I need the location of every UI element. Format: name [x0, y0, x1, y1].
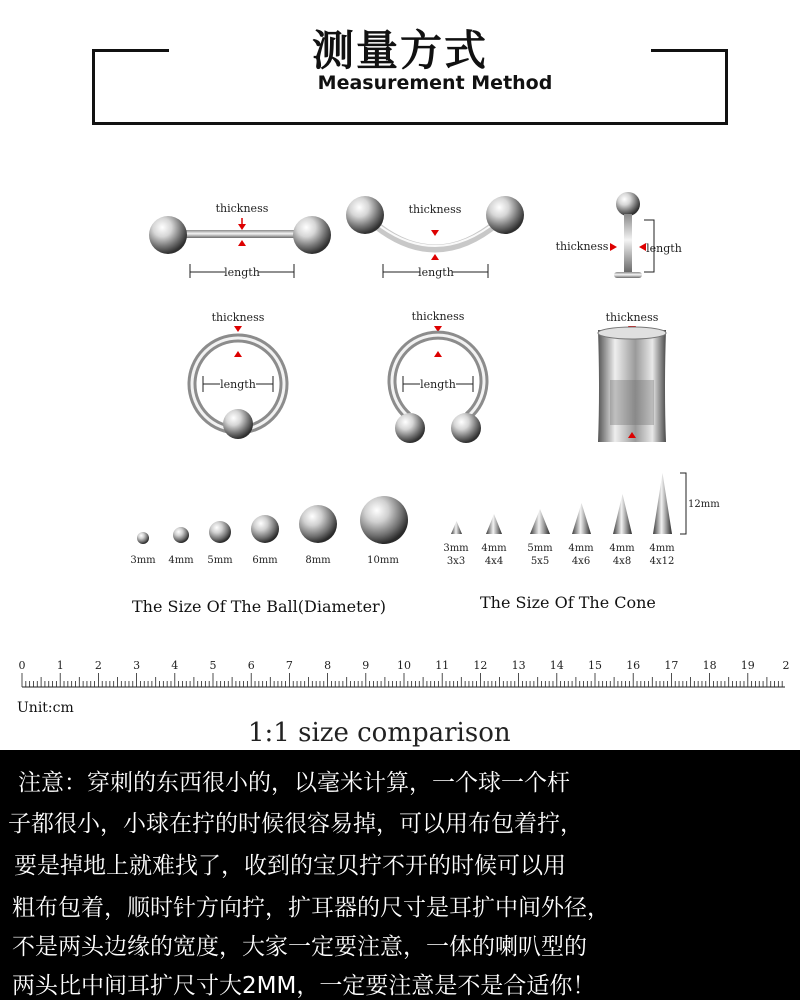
thickness-label: thickness — [215, 202, 269, 215]
ruler-number: 16 — [626, 659, 641, 672]
ruler-number: 11 — [435, 659, 450, 672]
ruler-number: 8 — [324, 659, 332, 672]
cone-height-label: 12mm — [688, 499, 720, 510]
ruler-number: 4 — [171, 659, 179, 672]
barbell-diagram — [149, 202, 331, 279]
notice-line: 注意：穿刺的东西很小的，以毫米计算，一个球一个杆 — [18, 770, 570, 796]
captive-ring-diagram — [192, 311, 284, 439]
cone-3x3 — [451, 521, 462, 534]
ball-5mm — [209, 521, 231, 543]
ruler-number: 12 — [473, 659, 488, 672]
ruler-number: 18 — [702, 659, 717, 672]
cone-size-label: 3mm — [443, 543, 469, 554]
tunnel-diagram — [598, 311, 666, 442]
ball-10mm — [360, 496, 408, 544]
cone-dim-label: 5x5 — [530, 556, 550, 567]
notice-line: 不是两头边缘的宽度，大家一定要注意，一体的喇叭型的 — [12, 934, 587, 960]
ruler-number: 0 — [18, 659, 26, 672]
ball-6mm — [251, 515, 279, 543]
ruler — [0, 655, 800, 695]
cone-size-label: 4mm — [609, 543, 635, 554]
ball-size-label: 6mm — [252, 555, 278, 566]
length-label: length — [420, 378, 456, 391]
cone-size-label: 4mm — [568, 543, 594, 554]
notice-line: 两头比中间耳扩尺寸大2MM，一定要注意是不是合适你！ — [12, 973, 596, 999]
page-title: 测量方式 — [311, 26, 488, 75]
cone-dim-label: 4x8 — [612, 556, 632, 567]
size-comparison-label: 1:1 size comparison — [248, 718, 511, 748]
length-label: length — [646, 242, 682, 255]
ball-size-label: 3mm — [130, 555, 156, 566]
cone-dim-label: 4x6 — [571, 556, 591, 567]
ruler-number: 7 — [285, 659, 293, 672]
ruler-number: 19 — [740, 659, 755, 672]
size-chart — [0, 465, 800, 625]
ruler-number: 6 — [247, 659, 255, 672]
ball-4mm — [173, 527, 189, 543]
notice-panel — [0, 750, 800, 1000]
ball-size-caption: The Size Of The Ball(Diameter) — [132, 597, 386, 616]
cone-dim-label: 4x4 — [484, 556, 504, 567]
ruler-number: 17 — [664, 659, 679, 672]
cone-5x5 — [530, 509, 550, 534]
measurement-diagram — [0, 180, 800, 480]
ball-size-label: 5mm — [207, 555, 233, 566]
horseshoe-diagram — [392, 310, 484, 443]
ruler-number: 5 — [209, 659, 217, 672]
ball-sizes — [130, 496, 408, 566]
ball-size-label: 8mm — [305, 555, 331, 566]
ball-size-label: 4mm — [168, 555, 194, 566]
thickness-label: thickness — [555, 240, 609, 253]
labret-diagram — [556, 192, 682, 278]
ruler-number: 2 — [782, 659, 790, 672]
cone-size-caption: The Size Of The Cone — [480, 593, 656, 612]
notice-line: 粗布包着，顺时针方向拧，扩耳器的尺寸是耳扩中间外径， — [12, 895, 610, 921]
ruler-number: 3 — [133, 659, 141, 672]
cone-dim-label: 3x3 — [446, 556, 466, 567]
ruler-number: 10 — [397, 659, 411, 672]
ruler-number: 9 — [362, 659, 370, 672]
thickness-label: thickness — [411, 310, 465, 323]
thickness-label: thickness — [211, 311, 265, 324]
page-subtitle: Measurement Method — [317, 72, 553, 94]
ruler-number: 2 — [94, 659, 102, 672]
unit-label: Unit:cm — [17, 700, 74, 716]
ball-size-label: 10mm — [367, 555, 399, 566]
notice-line: 要是掉地上就难找了，收到的宝贝拧不开的时候可以用 — [14, 853, 566, 879]
length-label: length — [418, 266, 454, 279]
thickness-label: thickness — [605, 311, 659, 324]
cone-dim-label: 4x12 — [649, 556, 675, 567]
cone-sizes — [443, 473, 720, 567]
thickness-label: thickness — [408, 203, 462, 216]
ruler-number: 14 — [549, 659, 564, 672]
ruler-number: 1 — [56, 659, 64, 672]
ball-8mm — [299, 505, 337, 543]
cone-4x12 — [653, 473, 672, 534]
cone-4x6 — [572, 503, 591, 534]
cone-4x8 — [613, 494, 632, 534]
cone-size-label: 4mm — [649, 543, 675, 554]
cone-size-label: 4mm — [481, 543, 507, 554]
notice-line: 子都很小，小球在拧的时候很容易掉，可以用布包着拧， — [8, 811, 583, 837]
length-label: length — [220, 378, 256, 391]
ruler-number: 13 — [511, 659, 526, 672]
ruler-number: 15 — [588, 659, 602, 672]
curved-barbell-diagram — [346, 196, 524, 279]
length-label: length — [224, 266, 260, 279]
cone-4x4 — [486, 514, 502, 534]
ball-3mm — [137, 532, 149, 544]
cone-size-label: 5mm — [527, 543, 553, 554]
